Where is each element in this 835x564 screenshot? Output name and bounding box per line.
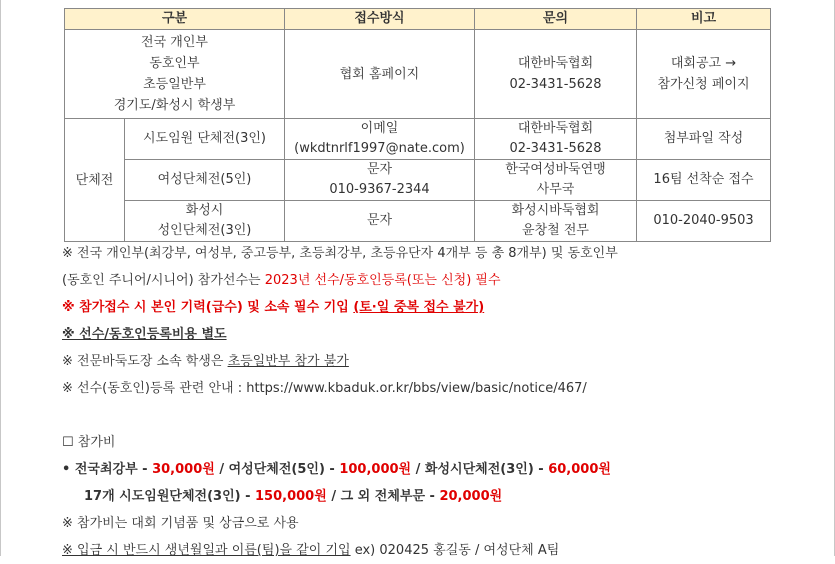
team-women-method: 문자 010-9367-2344 <box>285 160 475 201</box>
registration-table <box>64 8 771 242</box>
header-method: 접수방식 <box>285 9 475 30</box>
page-margin-left <box>0 0 1 556</box>
team-label: 단체전 <box>65 119 125 242</box>
team-officials-method: 이메일 (wkdtnrlf1997@nate.com) <box>285 119 475 160</box>
fee-usage-note: ※ 참가비는 대회 기념품 및 상금으로 사용 <box>62 516 299 531</box>
table-header-row <box>65 9 771 30</box>
team-officials-note: 첨부파일 작성 <box>637 119 771 160</box>
note-academy-students: ※ 전문바둑도장 소속 학생은 초등일반부 참가 불가 <box>62 354 349 369</box>
table-row-team-officials <box>65 119 771 160</box>
team-officials-contact: 대한바둑협회 02-3431-5628 <box>475 119 637 160</box>
division-elementary: 초등일반부 <box>143 77 206 92</box>
note-registration-required: ※ 전국 개인부(최강부, 여성부, 중고등부, 초등최강부, 초등유단자 4개부 등 총 8개부) 및 동호인부 <box>62 246 618 261</box>
division-national: 전국 개인부 <box>141 35 208 50</box>
note-registration-required-cont: (동호인 주니어/시니어) 참가선수는 2023년 선수/동호인등록(또는 신청) 필수 <box>62 273 501 288</box>
team-women-contact: 한국여성바둑연맹 사무국 <box>475 160 637 201</box>
team-hwaseong-contact: 화성시바둑협회 윤창철 전무 <box>475 201 637 242</box>
table-row-team-women <box>65 160 771 201</box>
individual-contact: 대한바둑협회 02-3431-5628 <box>475 30 637 119</box>
note-registration-fee-separate: ※ 선수/동호인등록비용 별도 <box>62 327 227 342</box>
note-no-duplicate: (토·일 중복 접수 불가) <box>353 300 485 315</box>
note-registration-required-highlight: 2023년 선수/동호인등록(또는 신청) 필수 <box>264 273 501 288</box>
team-hwaseong-division: 화성시 성인단체전(3인) <box>125 201 285 242</box>
table-row-individual <box>65 30 771 119</box>
note-rank-required: ※ 참가접수 시 본인 기력(급수) 및 소속 필수 기입 (토·일 중복 접수 불가) <box>62 300 485 315</box>
fee-line-1: • 전국최강부 - 30,000원 / 여성단체전(5인) - 100,000원 / 화성시단체전(3인) - 60,000원 <box>62 462 611 477</box>
division-student: 경기도/화성시 학생부 <box>113 98 236 113</box>
header-contact: 문의 <box>475 9 637 30</box>
header-category: 구분 <box>65 9 285 30</box>
team-hwaseong-note: 010-2040-9503 <box>637 201 771 242</box>
table-row-team-hwaseong <box>65 201 771 242</box>
fee-heading: ☐ 참가비 <box>62 435 116 450</box>
team-women-note: 16팀 선착순 접수 <box>637 160 771 201</box>
fee-line-2: 17개 시도임원단체전(3인) - 150,000원 / 그 외 전체부문 - 20,000원 <box>84 489 503 504</box>
note-academy-restriction: 초등일반부 참가 불가 <box>227 354 349 369</box>
team-hwaseong-method: 문자 <box>285 201 475 242</box>
individual-note: 대회공고 → 참가신청 페이지 <box>637 30 771 119</box>
team-officials-division: 시도임원 단체전(3인) <box>125 119 285 160</box>
note-registration-link: ※ 선수(동호인)등록 관련 안내 : https://www.kbaduk.or.kr/bbs/view/basic/notice/467/ <box>62 381 587 396</box>
team-women-division: 여성단체전(5인) <box>125 160 285 201</box>
individual-divisions <box>65 30 285 119</box>
division-club: 동호인부 <box>149 56 200 71</box>
notes-section <box>62 240 782 564</box>
fee-deposit-note: ※ 입금 시 반드시 생년월일과 이름(팀)을 같이 기입 ex) 020425 홍길동 / 여성단체 A팀 <box>62 543 560 558</box>
individual-method: 협회 홈페이지 <box>285 30 475 119</box>
header-note: 비고 <box>637 9 771 30</box>
